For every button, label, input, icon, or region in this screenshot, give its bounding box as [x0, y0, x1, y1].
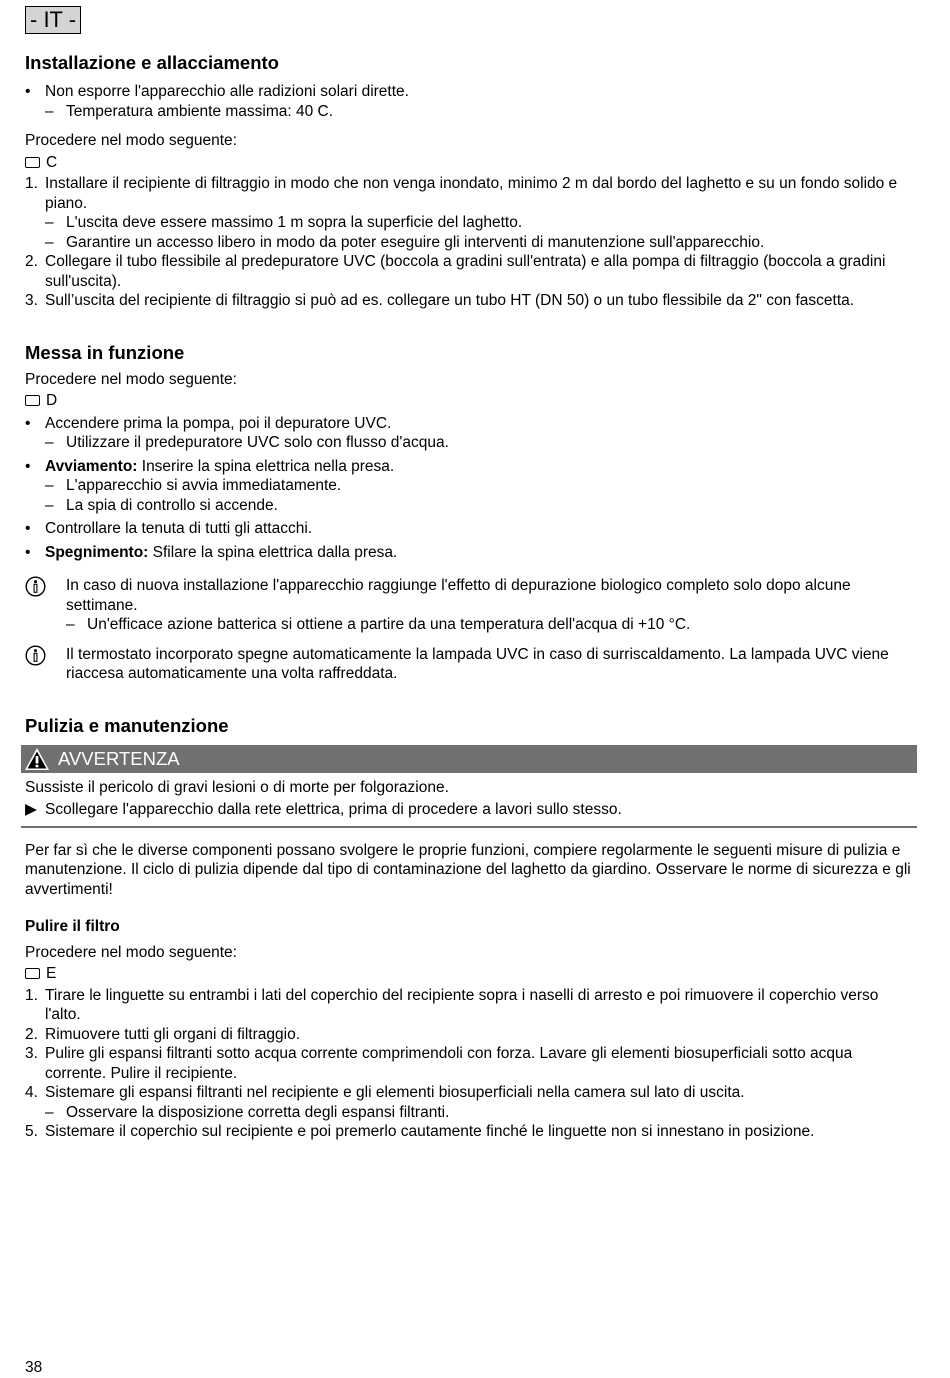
dash-icon: – — [45, 102, 54, 120]
step-item: 2. Collegare il tubo flessibile al predepuratore UVC (boccola a gradini sull'entrata) e alla pompa di filtraggio (boccola a gradini sull'uscita). — [25, 253, 886, 290]
dash-icon: – — [45, 233, 54, 251]
dash-icon: – — [45, 496, 54, 514]
bullet-item: • Accendere prima la pompa, poi il depuratore UVC. — [25, 414, 392, 432]
info-icon — [25, 645, 46, 666]
warning-icon — [24, 747, 50, 771]
bullet-item: • Non esporre l'apparecchio alle radizioni solari dirette. — [25, 83, 409, 100]
figure-icon — [25, 157, 40, 168]
document-page — [25, 6, 917, 1142]
sub-item: – L'uscita deve essere massimo 1 m sopra la superficie del laghetto. — [45, 214, 523, 231]
bullet-item: • Avviamento: Inserire la spina elettrica nella presa. — [25, 457, 395, 475]
divider — [21, 826, 917, 828]
step-item: 1. Installare il recipiente di filtraggio in modo che non venga inondato, minimo 2 m dal bordo del laghetto e su un fondo solido e piano. — [25, 175, 898, 212]
bullet-icon: • — [25, 83, 31, 100]
intro-paragraph: Per far sì che le diverse componenti possano svolgere le proprie funzioni, compiere regolarmente le seguenti misure di pulizia e manutenzione. Il ciclo di pulizia dipende dal tipo di contaminazione del laghetto da giardino. Osservare le norme di sicurezza e gli avvertimenti! — [25, 841, 911, 898]
sub-item: – L'apparecchio si avvia immediatamente. — [45, 477, 342, 494]
step-item: 5. Sistemare il coperchio sul recipiente e poi premerlo cautamente finché le linguette non si innestano in posizione. — [25, 1123, 815, 1140]
dash-icon: – — [45, 1103, 54, 1121]
bullet-icon: • — [25, 414, 31, 432]
page-number: 38 — [25, 1359, 43, 1376]
info-note: In caso di nuova installazione l'apparecchio raggiunge l'effetto di depurazione biologico completo solo dopo alcune settimane. – Un'efficace azione batterica si ottiene a partire da una temperatura dell'acqua di +10 °C. — [25, 576, 917, 635]
section-title-startup: Messa in funzione — [25, 341, 185, 363]
section-title-cleaning: Pulizia e manutenzione — [25, 714, 229, 736]
bullet-item: • Controllare la tenuta di tutti gli attacchi. — [25, 520, 313, 537]
sub-item: – Osservare la disposizione corretta degli espansi filtranti. — [45, 1103, 450, 1121]
warning-action: ▶ Scollegare l'apparecchio dalla rete elettrica, prima di procedere a lavori sullo stesso. — [25, 801, 622, 818]
dash-icon: – — [45, 434, 54, 451]
language-tag: - IT - — [25, 6, 81, 34]
figure-reference: C — [25, 153, 917, 173]
step-item: 2. Rimuovere tutti gli organi di filtraggio. — [25, 1025, 301, 1043]
warning-label: AVVERTENZA — [58, 747, 180, 769]
sub-item: – Temperatura ambiente massima: 40 C. — [45, 102, 334, 120]
section-title-installation: Installazione e allacciamento — [25, 52, 279, 73]
sub-item: – La spia di controllo si accende. — [45, 496, 278, 514]
step-item: 3. Pulire gli espansi filtranti sotto acqua corrente comprimendoli con forza. Lavare gli elementi biosuperficiali sotto acqua corrente. Pulire il recipiente. — [25, 1045, 853, 1082]
figure-icon — [25, 395, 40, 406]
procedure-text: Procedere nel modo seguente: — [25, 943, 237, 961]
procedure-text: Procedere nel modo seguente: — [25, 370, 237, 388]
bullet-icon: • — [25, 457, 31, 475]
bullet-icon: • — [25, 520, 31, 537]
warning-banner — [21, 745, 917, 773]
figure-icon — [25, 968, 40, 979]
procedure-text: Procedere nel modo seguente: — [25, 132, 237, 149]
figure-reference: D — [25, 391, 917, 411]
bullet-item: • Spegnimento: Sfilare la spina elettrica dalla presa. — [25, 543, 398, 561]
subsection-title: Pulire il filtro — [25, 918, 120, 935]
warning-text: Sussiste il pericolo di gravi lesioni o di morte per folgorazione. — [25, 778, 449, 796]
step-item: 1. Tirare le linguette su entrambi i lati del coperchio del recipiente sopra i naselli di arresto e poi rimuovere il coperchio verso l'alto. — [25, 986, 879, 1023]
bullet-icon: • — [25, 543, 31, 561]
dash-icon: – — [66, 616, 75, 633]
step-item: 3. Sull’uscita del recipiente di filtraggio si può ad es. collegare un tubo HT (DN 50) o un tubo flessibile da 2" con fascetta. — [25, 292, 855, 309]
figure-reference: E — [25, 964, 917, 984]
dash-icon: – — [45, 214, 54, 231]
sub-item: – Un'efficace azione batterica si ottiene a partire da una temperatura dell'acqua di +10 °C. — [66, 616, 691, 633]
info-note: Il termostato incorporato spegne automaticamente la lampada UVC in caso di surriscaldamento. La lampada UVC viene riaccesa automaticamente una volta raffreddata. — [25, 645, 917, 684]
sub-item: – Utilizzare il predepuratore UVC solo con flusso d'acqua. — [45, 434, 449, 451]
info-icon — [25, 576, 46, 597]
sub-item: – Garantire un accesso libero in modo da poter eseguire gli interventi di manutenzione sull'apparecchio. — [45, 233, 765, 251]
dash-icon: – — [45, 477, 54, 494]
step-item: 4. Sistemare gli espansi filtranti nel recipiente e gli elementi biosuperficiali nella camera sul lato di uscita. — [25, 1084, 745, 1101]
arrow-right-icon: ▶ — [25, 801, 37, 818]
